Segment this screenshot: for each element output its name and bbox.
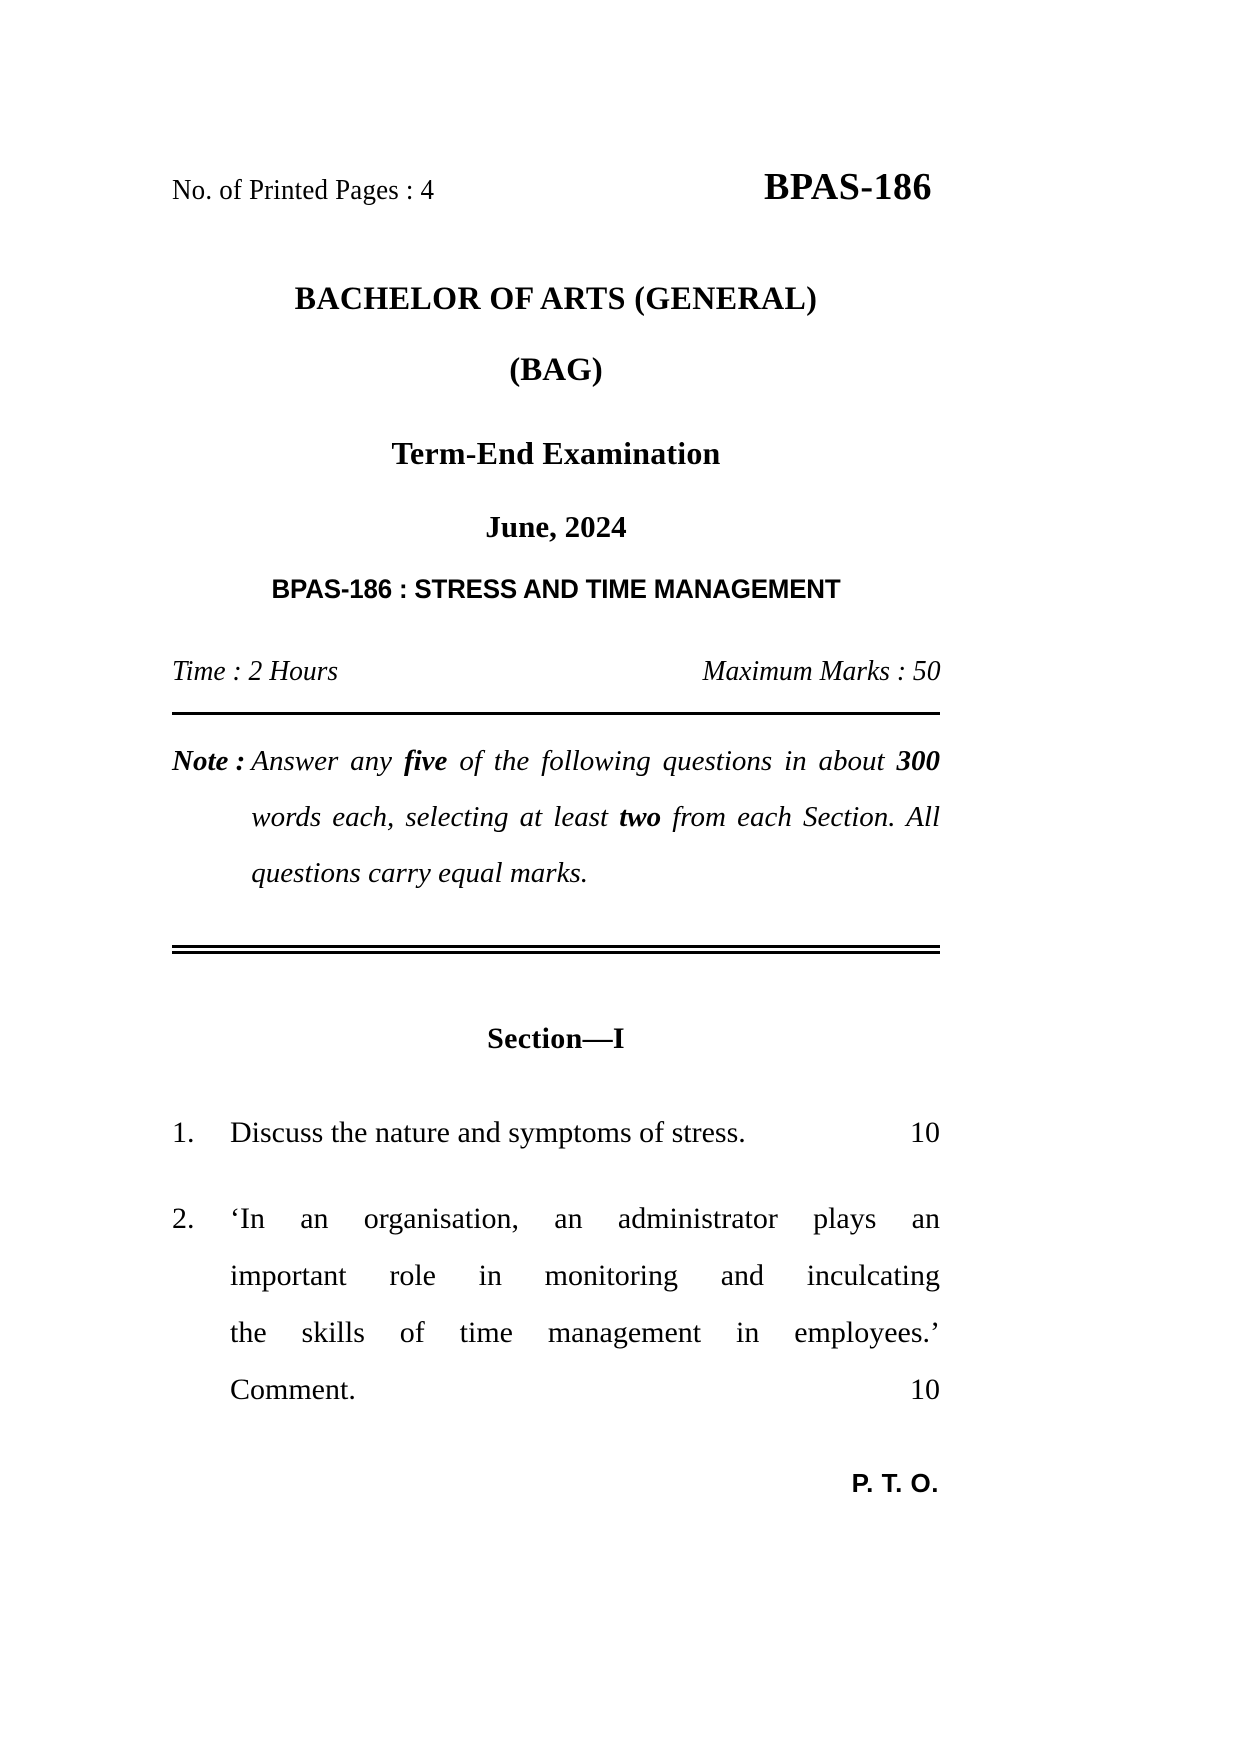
page-header: [172, 165, 940, 209]
note-label: Note :: [172, 745, 246, 777]
exam-meta-row: [172, 655, 940, 688]
question-marks: 10: [910, 1373, 940, 1406]
instructions-note: [172, 733, 940, 901]
note-line-3: from each Section. All questions carry equal: [251, 801, 941, 889]
question-body: [230, 1104, 940, 1161]
question-item: [172, 1190, 940, 1418]
note-line-1-part-c: of the following questions in: [447, 745, 807, 777]
note-emphasis-two: two: [619, 801, 662, 833]
question-marks: 10: [910, 1116, 940, 1149]
question-text-line: ‘In an organisation, an administrator plays an: [230, 1202, 940, 1235]
title-block: [172, 283, 940, 603]
examination-type: Term-End Examination: [391, 435, 721, 471]
maximum-marks: Maximum Marks : 50: [702, 655, 940, 687]
exam-duration: Time : 2 Hours: [172, 655, 339, 687]
paper-code: BPAS-186: [764, 166, 932, 208]
question-text-line: Comment.: [230, 1373, 356, 1406]
examination-session: June, 2024: [485, 509, 627, 544]
degree-abbreviation: (BAG): [509, 352, 603, 388]
questions-list: [172, 1104, 940, 1447]
note-emphasis-five: five: [403, 745, 448, 777]
page-turn-over-footer: P. T. O.: [851, 1468, 939, 1498]
printed-pages-label: No. of Printed Pages : 4: [172, 174, 435, 206]
subject-title: BPAS-186 : STRESS AND TIME MANAGEMENT: [271, 574, 841, 604]
question-body: [230, 1190, 940, 1418]
section-heading: Section—I: [487, 1022, 625, 1055]
note-line-1-part-a: Answer any: [251, 745, 404, 777]
note-line-4: marks.: [509, 857, 588, 889]
question-number: 1.: [172, 1116, 195, 1149]
note-emphasis-300: 300: [896, 745, 941, 777]
note-line-2-part-c: words each, selecting at least: [251, 801, 620, 833]
note-text: [251, 733, 940, 901]
note-line-2-part-a: about: [818, 745, 897, 777]
question-text-line: the skills of time management in employees.’: [230, 1316, 940, 1349]
question-item: [172, 1104, 940, 1161]
question-text-line: important role in monitoring and inculcating: [230, 1259, 940, 1292]
degree-title: BACHELOR OF ARTS (GENERAL): [294, 281, 818, 317]
horizontal-rule-double: [172, 945, 940, 954]
horizontal-rule-top: [172, 712, 940, 715]
question-text: Discuss the nature and symptoms of stress.: [230, 1116, 746, 1149]
question-number: 2.: [172, 1202, 195, 1235]
